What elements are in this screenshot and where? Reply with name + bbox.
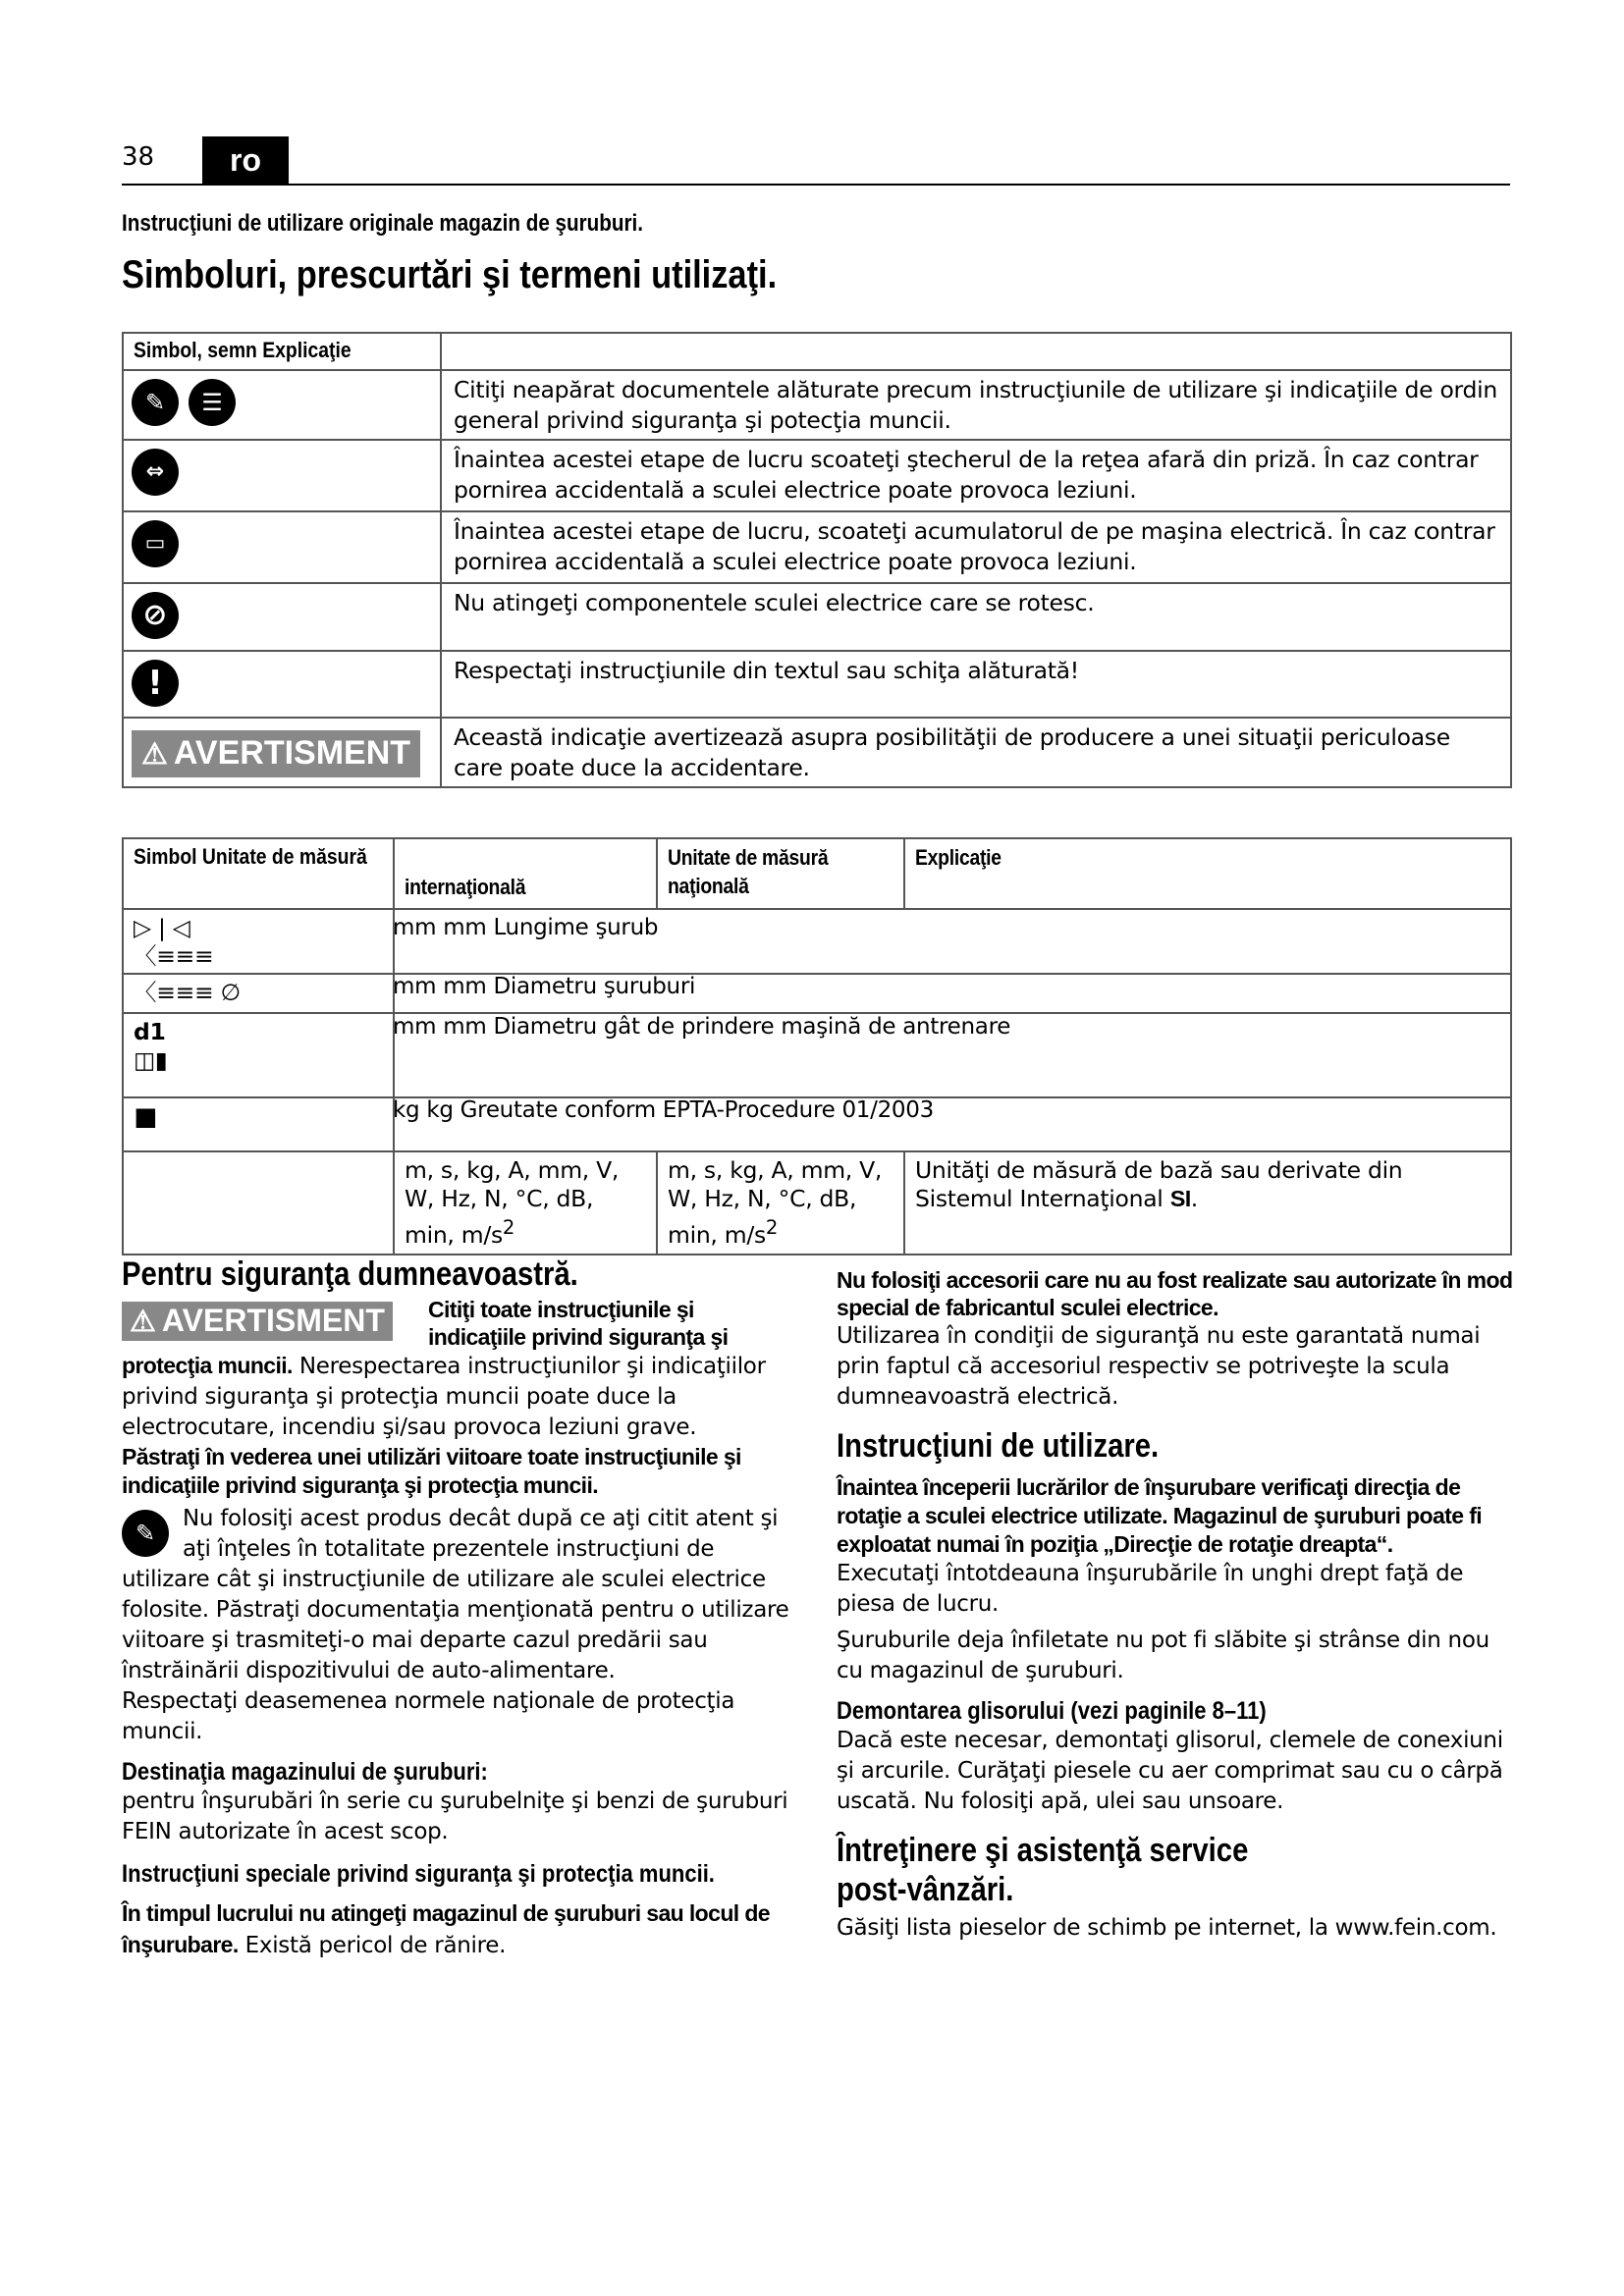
- read-paragraph: Nu folosiţi acest produs decât după ce aţi citit atent şi aţi înţeles în totalitate prezentele instrucţiuni de utilizare cât şi instrucţiunile de utilizare ale sculei electrice folosite. Păstraţi documentaţia menţionată pentru o utilizare viitoare şi trasmiteţi-o mai departe cazul predării sau înstrăinării dispozitivului de auto-alimentare.: [122, 1506, 789, 1683]
- special-safety-heading: Instrucţiuni speciale privind siguranţa şi protecţia muncii.: [122, 1860, 715, 1888]
- symbol-explanation: Nu atingeţi componentele sculei electrice care se rotesc.: [441, 583, 1511, 651]
- symbol-explanation: Respectaţi instrucţiunile din textul sau schiţa alăturată!: [441, 651, 1511, 718]
- symbol-explanation: Înaintea acestei etape de lucru, scoateţi acumulatorul de pe maşina electrică. În caz contrar pornirea accidentală a sculei electrice poate provoca leziuni.: [441, 511, 1511, 583]
- read-manual-icon: ✎: [122, 1510, 169, 1557]
- warning-line-1: Citiţi toate instrucţiunile şi: [428, 1297, 694, 1322]
- keep-instructions: Păstraţi în vederea unei utilizări viitoare toate instrucţiunile şi indicaţiile privind siguranţa şi protecţia muncii.: [122, 1444, 741, 1498]
- unit-row-text: mm mm Lungime şurub: [393, 915, 659, 940]
- destination-heading: Destinaţia magazinului de şuruburi:: [122, 1758, 488, 1786]
- base-units-international: m, s, kg, A, mm, V, W, Hz, N, °C, dB, min, $m/s^2$: [394, 1151, 657, 1255]
- symbols-header-cell: [123, 333, 441, 370]
- header-symbol-unit: Simbol Unitate de măsură: [134, 844, 367, 869]
- language-badge: ro: [202, 136, 289, 184]
- symbol-explanation: Această indicaţie avertizează asupra posibilităţii de producere a unei situaţii periculoase care poate duce la accidentare.: [441, 718, 1511, 787]
- usage-warning: Înaintea începerii lucrărilor de înşurubare verificaţi direcţia de rotaţie a sculei electrice utilizate. Magazinul de şuruburi poate fi exploatat numai în poziţia „Direcţie de rotaţie dreapta“.: [837, 1474, 1483, 1557]
- page-header: [122, 133, 1510, 186]
- base-units-national: m, s, kg, A, mm, V, W, Hz, N, °C, dB, min, $m/s^2$: [657, 1151, 904, 1255]
- weight-icon: ◼: [134, 1099, 158, 1134]
- header-international: internaţională: [405, 875, 526, 899]
- units-table: [122, 837, 1512, 1255]
- unit-row-text: mm mm Diametru şuruburi: [393, 974, 696, 999]
- symbols-header: Simbol, semn Explicaţie: [134, 338, 352, 362]
- left-column: [122, 1255, 799, 1961]
- document-title: Instrucţiuni de utilizare originale magazin de şuruburi.: [122, 210, 643, 237]
- symbols-table: [122, 332, 1512, 788]
- unit-row-text: kg kg Greutate conform EPTA-Procedure 01/2003: [393, 1097, 934, 1123]
- manual-book-icon: ☰: [189, 379, 236, 426]
- table-row: [123, 651, 1511, 718]
- no-touch-icon: ⊘: [132, 592, 179, 639]
- remove-battery-icon: ▭: [132, 520, 179, 567]
- exclamation-icon: !: [132, 660, 179, 707]
- safety-heading: Pentru siguranţa dumneavoastră.: [122, 1255, 578, 1293]
- warning-badge: ⚠ AVERTISMENT: [122, 1302, 393, 1341]
- header-national-2: naţională: [668, 874, 749, 898]
- base-units-explanation: Unităţi de măsură de bază sau derivate din Sistemul Internaţional SI.: [904, 1151, 1511, 1255]
- read-manual-icon: ✎: [132, 379, 179, 426]
- accessories-paragraph: Utilizarea în condiţii de siguranţă nu este garantată numai prin faptul că accesoriul respectiv se potriveşte la scula dumneavoastră electrică.: [837, 1323, 1481, 1410]
- warning-badge: ⚠ AVERTISMENT: [132, 730, 420, 777]
- table-row: [123, 370, 1511, 440]
- right-column: [837, 1266, 1514, 1944]
- header-national: Unitate de măsură: [668, 845, 829, 870]
- table-row: [123, 909, 1511, 974]
- unit-row-text: mm mm Diametru gât de prindere maşină de antrenare: [393, 1014, 1011, 1040]
- table-row: [123, 974, 1511, 1013]
- usage-paragraph-2: Şuruburile deja înfiletate nu pot fi slăbite şi strânse din nou cu magazinul de şuruburi.: [837, 1628, 1489, 1683]
- warning-triangle-icon: ⚠: [130, 1306, 156, 1338]
- section-title: Simboluri, prescurtări şi termeni utilizaţi.: [122, 253, 778, 296]
- destination-paragraph: pentru înşurubări în serie cu şurubelniţe şi benzi de şuruburi FEIN autorizate în acest scop.: [122, 1789, 788, 1844]
- table-row: [123, 718, 1511, 787]
- symbol-explanation: Înaintea acestei etape de lucru scoateţi ştecherul de la reţea afară din priză. În caz contrar pornirea accidentală a sculei electrice poate provoca leziuni.: [441, 440, 1511, 511]
- usage-paragraph-1: Executaţi întotdeauna înşurubările în unghi drept faţă de piesa de lucru.: [837, 1561, 1464, 1617]
- removal-heading: Demontarea glisorului (vezi paginile 8–11): [837, 1697, 1267, 1725]
- table-row: [123, 583, 1511, 651]
- page-number: 38: [122, 142, 155, 172]
- removal-paragraph: Dacă este necesar, demontaţi glisorul, clemele de conexiuni şi arcurile. Curăţaţi piesele cu aer comprimat sau cu o cârpă uscată. Nu folosiţi apă, ulei sau unsoare.: [837, 1728, 1503, 1814]
- national-rules-paragraph: Respectaţi deasemenea normele naţionale de protecţia muncii.: [122, 1688, 735, 1744]
- accessories-warning: Nu folosiţi accesorii care nu au fost realizate sau autorizate în mod special de fabricantul sculei electrice.: [837, 1267, 1513, 1320]
- screw-length-icon: ▷ | ◁ 〈≡≡≡: [134, 914, 214, 970]
- warning-line-2: indicaţiile privind siguranţa şi: [428, 1324, 729, 1350]
- table-row: [123, 511, 1511, 583]
- warning-triangle-icon: ⚠: [141, 738, 168, 771]
- warning-paragraph: protecţia muncii. Nerespectarea instrucţiunilor şi indicaţiilor privind siguranţa şi protecţia muncii poate duce la electrocutare, incendiu şi/sau provoca leziuni grave.: [122, 1353, 766, 1440]
- unplug-icon: ⇔: [132, 449, 179, 496]
- screw-diameter-icon: 〈≡≡≡ ∅: [134, 979, 241, 1006]
- maintenance-heading: Întreţinere şi asistenţă service post-vânzări.: [837, 1832, 1249, 1908]
- special-safety-paragraph: În timpul lucrului nu atingeţi magazinul de şuruburi sau locul de înşurubare. Există pericol de rănire.: [122, 1900, 770, 1958]
- header-explanation: Explicaţie: [915, 845, 1001, 870]
- table-row: [123, 440, 1511, 511]
- maintenance-paragraph: Găsiţi lista pieselor de schimb pe internet, la www.fein.com.: [837, 1915, 1497, 1941]
- table-row: [123, 1151, 1511, 1255]
- symbol-explanation: Citiţi neapărat documentele alăturate precum instrucţiunile de utilizare şi indicaţiile de ordin general privind siguranţa şi potecţia muncii.: [441, 370, 1511, 440]
- usage-heading: Instrucţiuni de utilizare.: [837, 1427, 1160, 1465]
- collar-diameter-icon: d1 ◫▮: [134, 1018, 168, 1074]
